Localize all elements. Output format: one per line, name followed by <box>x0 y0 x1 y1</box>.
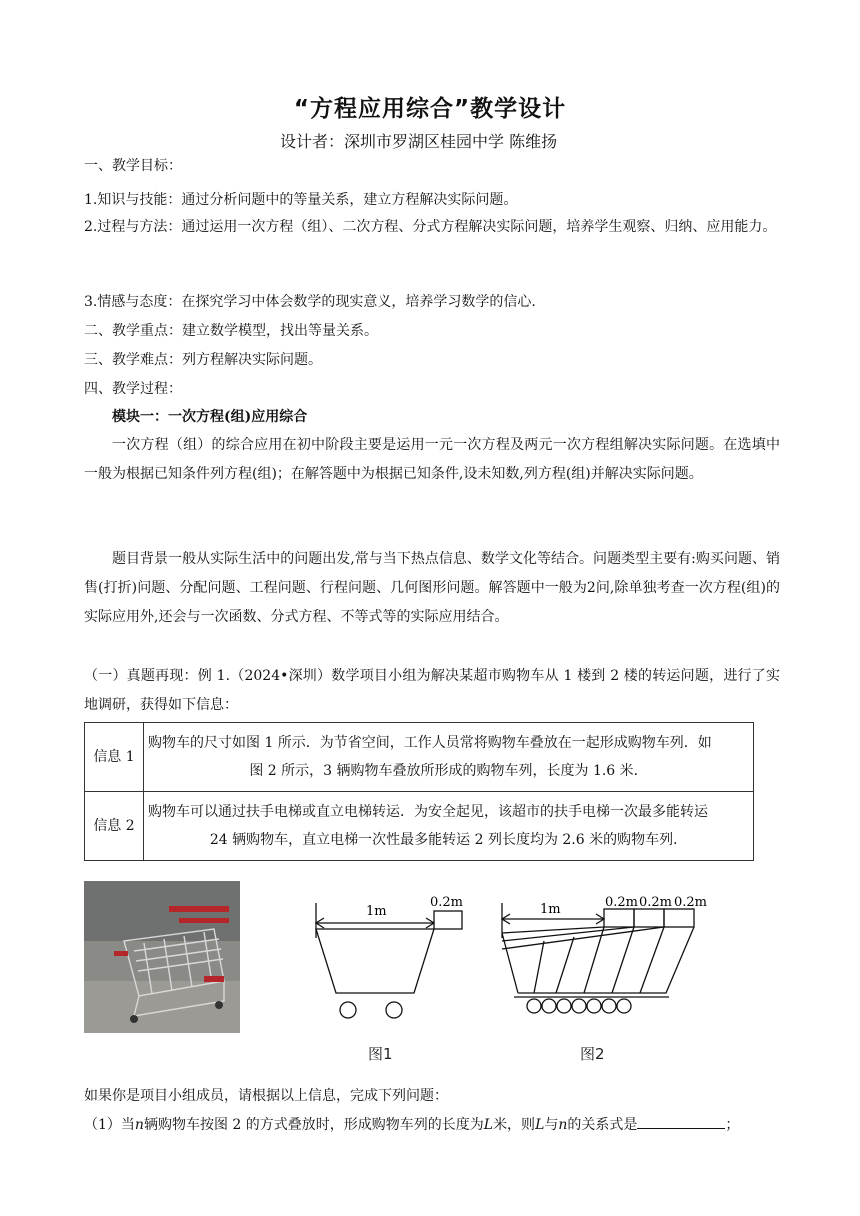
figure-2-gap-label: 0.2m <box>605 895 639 910</box>
section-key-points: 二、教学重点：建立数学模型，找出等量关系。 <box>84 323 378 339</box>
info-line: 购物车的尺寸如图 1 所示．为节省空间，工作人员常将购物车叠放在一起形成购物车列．如 <box>148 735 712 751</box>
figure-1-length-label: 1m <box>366 904 387 919</box>
figure-2-caption: 图2 <box>580 1045 605 1063</box>
table-row <box>85 723 754 792</box>
section-process: 四、教学过程： <box>84 381 182 397</box>
question-1-text: 的关系式是 <box>567 1117 638 1133</box>
variable-n: n <box>134 1117 144 1133</box>
shopping-cart-photo <box>84 881 240 1033</box>
variable-n: n <box>558 1117 568 1133</box>
question-1 <box>84 1114 784 1134</box>
info-table <box>84 722 754 861</box>
question-1-end: ； <box>725 1117 740 1133</box>
goal-attitude: 3.情感与态度：在探究学习中体会数学的现实意义，培养学习数学的信心. <box>84 294 536 310</box>
info-content <box>144 723 754 792</box>
module-paragraph-2: 题目背景一般从实际生活中的问题出发,常与当下热点信息、数学文化等结合。问题类型主要有:购买问题、销售(打折)问题、分配问题、工程问题、行程问题、几何图形问题。解答题中一般为2问,除单独考查一次方程(组)的实际应用外,还会与一次函数、分式方程、不等式等的实际应用结合。 <box>84 551 780 625</box>
question-1-text: 与 <box>544 1117 559 1133</box>
module-title: 模块一：一次方程(组)应用综合 <box>112 409 308 425</box>
question-1-prefix: （1）当 <box>84 1117 135 1133</box>
figure-1-caption: 图1 <box>368 1045 393 1063</box>
info-label: 信息 2 <box>85 792 144 861</box>
document-title: “方程应用综合”教学设计 <box>293 96 567 122</box>
info-line: 24 辆购物车，直立电梯一次性最多能转运 2 列长度均为 2.6 米的购物车列． <box>209 832 688 848</box>
figure-2-gap-label: 0.2m <box>639 895 673 910</box>
section-heading-goals: 一、教学目标： <box>84 158 182 174</box>
document-author: 设计者：深圳市罗湖区桂园中学 陈维扬 <box>280 132 558 151</box>
goal-process: 2.过程与方法：通过运用一次方程（组）、二次方程、分式方程解决实际问题，培养学生观察、归纳、应用能力。 <box>84 219 777 235</box>
variable-l: L <box>535 1117 545 1133</box>
figure-2-gap-label: 0.2m <box>674 895 708 910</box>
goal-knowledge: 1.知识与技能：通过分析问题中的等量关系，建立方程解决实际问题。 <box>84 192 518 208</box>
question-1-text: 辆购物车按图 2 的方式叠放时，形成购物车列的长度为 <box>143 1117 484 1133</box>
module-paragraph-1: 一次方程（组）的综合应用在初中阶段主要是运用一元一次方程及两元一次方程组解决实际问题。在选填中一般为根据已知条件列方程(组)；在解答题中为根据已知条件,设未知数,列方程(组)并解决实际问题。 <box>84 437 780 482</box>
info-label: 信息 1 <box>85 723 144 792</box>
table-row <box>85 792 754 861</box>
info-content <box>144 792 754 861</box>
answer-blank[interactable] <box>637 1114 725 1129</box>
info-line: 图 2 所示，3 辆购物车叠放所形成的购物车列，长度为 1.6 米． <box>249 763 648 779</box>
figure-2-diagram <box>494 893 724 1033</box>
info-line: 购物车可以通过扶手电梯或直立电梯转运．为安全起见，该超市的扶手电梯一次最多能转运 <box>148 804 708 820</box>
figure-1-diagram <box>296 893 476 1033</box>
variable-l: L <box>483 1117 494 1133</box>
question-1-text: 米，则 <box>493 1117 536 1133</box>
figure-1-gap-label: 0.2m <box>430 895 464 910</box>
example-intro: （一）真题再现：例 1.（2024•深圳）数学项目小组为解决某超市购物车从 1 楼到 2 楼的转运问题，进行了实地调研，获得如下信息： <box>84 668 780 713</box>
section-difficulties: 三、教学难点：列方程解决实际问题。 <box>84 352 322 368</box>
question-intro: 如果你是项目小组成员，请根据以上信息，完成下列问题： <box>84 1088 448 1104</box>
figure-2-length-label: 1m <box>540 902 561 917</box>
